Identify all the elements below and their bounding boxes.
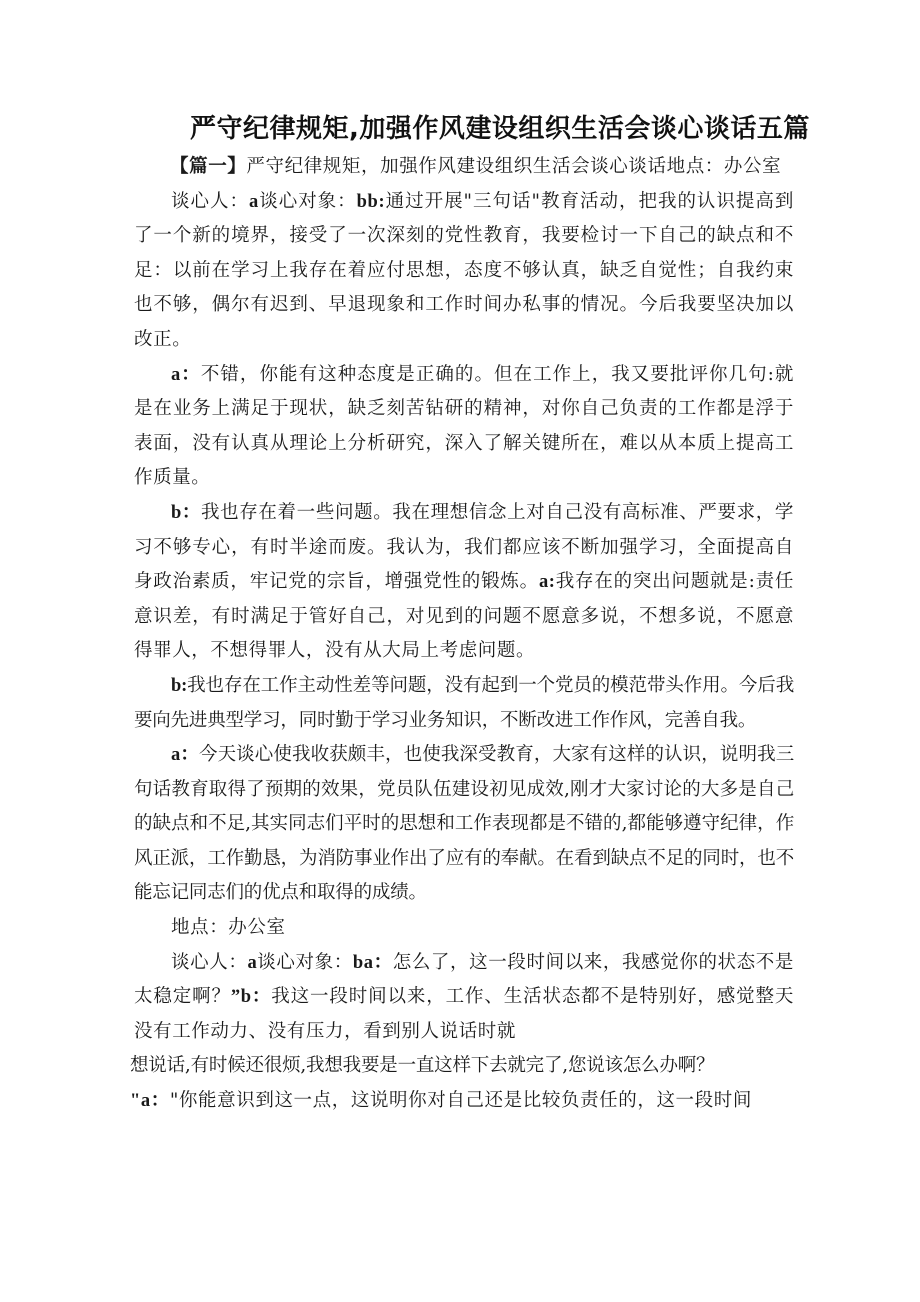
speaker-bb: bb: <box>356 191 386 212</box>
paragraph-3-text-2: 我存在的突出问题就是:责任意识差，有时满足于管好自己，对见到的问题不愿意多说，不想多说，不愿意得罪人，不想得罪人，没有从大局上考虑问题。 <box>134 571 794 662</box>
paragraph-5-text: 今天谈心使我收获颇丰，也使我深受教育，大家有这样的认识，说明我三句话教育取得了预期的效果，党员队伍建设初见成效,刚才大家讨论的大多是自己的缺点和不足,其实同志们平时的思想和工作表现都是不错的,都能够遵守纪律，作风正派，工作勤恳，为消防事业作出了应有的奉献。在看到缺点不足的同时，也不能忘记同志们的优点和取得的成绩。 <box>134 744 794 904</box>
paragraph-2-text: 不错，你能有这种态度是正确的。但在工作上，我又要批评你几句:就是在业务上满足于现状，缺乏刻苦钻研的精神，对你自己负责的工作都是浮于表面，没有认真从理论上分析研究，深入了解关键所在，难以从本质上提高工作质量。 <box>134 363 794 489</box>
speaker-a-label-3: a： <box>171 745 199 766</box>
paragraph-4-text: 我也存在工作主动性差等问题，没有起到一个党员的模范带头作用。今后我要向先进典型学习，同时勤于学习业务知识，不断改进工作作风，完善自我。 <box>134 674 794 731</box>
speaker-b-label: b： <box>171 502 202 523</box>
paragraph-8: 想说话,有时候还很烦,我想我要是一直这样下去就完了,您说该怎么办啊？ <box>130 1055 715 1077</box>
speaker-b-label-2: b: <box>171 675 188 696</box>
paragraph-2 <box>134 358 794 496</box>
paragraph-9 <box>130 1084 802 1119</box>
speaker-a-2: a <box>247 952 258 973</box>
speaker-a-label: a： <box>171 364 201 385</box>
speaker-a-label-4: "a： <box>130 1091 170 1112</box>
speaker-ba: ba： <box>352 952 393 973</box>
speaker-a-label-2: a: <box>538 572 556 593</box>
paragraph-7 <box>134 946 794 1050</box>
paragraph-4 <box>134 669 794 738</box>
speaker-a: a <box>248 191 259 212</box>
paragraph-7-text: 怎么了，这一段时间以来，我感觉你的状态不是太稳定啊？ <box>134 951 794 1008</box>
target-label-2: 谈心对象： <box>257 951 353 973</box>
document-title: 严守纪律规矩,加强作风建设组织生活会谈心谈话五篇 <box>190 114 810 144</box>
paragraph-7-text-2: 我这一段时间以来，工作、生活状态都不是特别好，感觉整天没有工作动力、没有压力，看到别人说话时就 <box>134 986 794 1042</box>
paragraph-3 <box>134 496 794 669</box>
paragraph-1 <box>134 185 794 358</box>
speaker-b-label-3: ”b： <box>230 987 272 1008</box>
paragraph-1-text: 通过开展"三句话"教育活动，把我的认识提高到了一个新的境界，接受了一次深刻的党性教育，我要检讨一下自己的缺点和不足：以前在学习上我存在着应付思想，态度不够认真，缺乏自觉性；自我约束也不够，偶尔有迟到、早退现象和工作时间办私事的情况。今后我要坚决加以改正。 <box>134 190 794 350</box>
document-body <box>130 150 794 1119</box>
paragraph-9-text: "你能意识到这一点，这说明你对自己还是比较负责任的，这一段时间 <box>169 1090 752 1112</box>
section-heading <box>134 150 794 185</box>
target-label: 谈心对象： <box>258 190 357 212</box>
paragraph-6: 地点：办公室 <box>171 917 286 939</box>
section-heading-text: 严守纪律规矩，加强作风建设组织生活会谈心谈话地点：办公室 <box>246 156 782 177</box>
paragraph-3-text: 我也存在着一些问题。我在理想信念上对自己没有高标准、严要求，学习不够专心，有时半途而废。我认为，我们都应该不断加强学习，全面提高自身政治素质，牢记党的宗旨，增强党性的锻炼。 <box>134 501 794 593</box>
paragraph-5 <box>134 738 794 911</box>
speaker-label-2: 谈心人： <box>171 951 248 973</box>
speaker-label: 谈心人： <box>171 190 249 212</box>
section-label: 【篇一】 <box>170 156 247 177</box>
